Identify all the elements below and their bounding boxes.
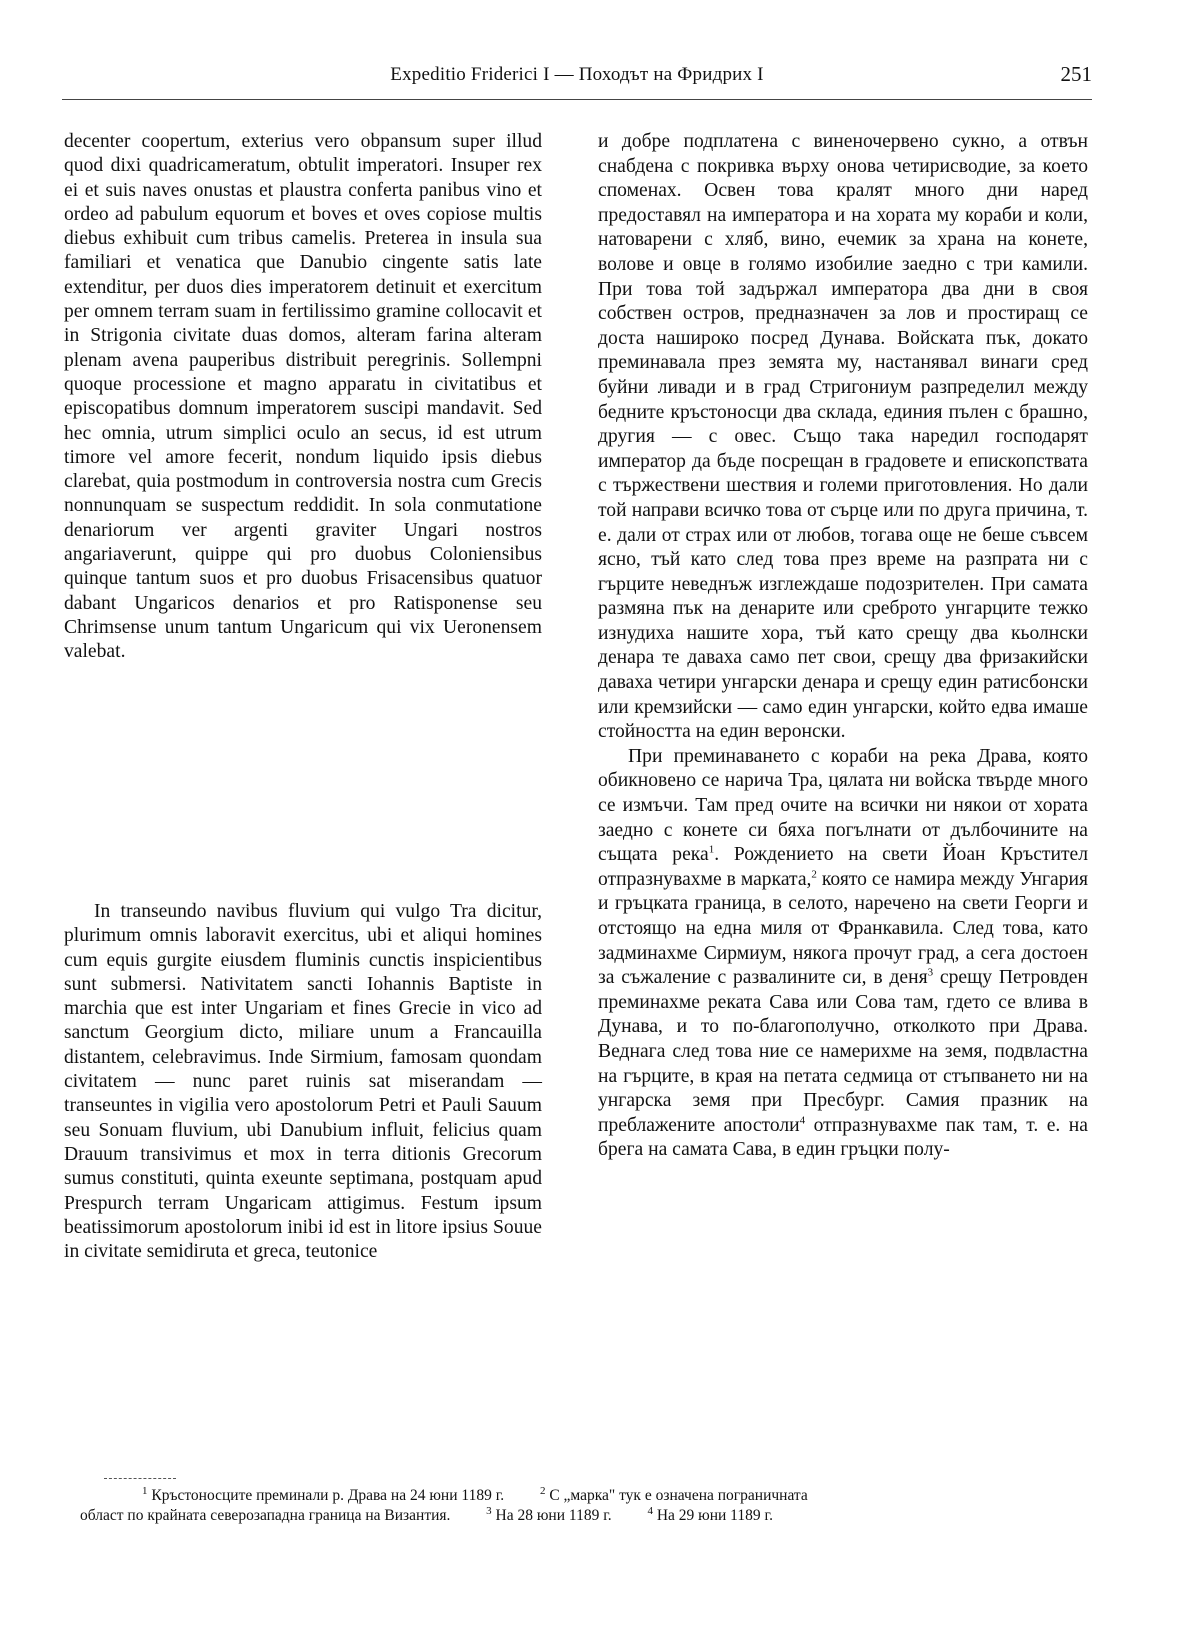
footnote-ref-3: 3 xyxy=(927,966,934,979)
footnote-2-continued: област по крайната северозападна граница на Византия. xyxy=(80,1507,451,1524)
page-number: 251 xyxy=(1060,62,1092,86)
bulgarian-column xyxy=(598,130,1088,1163)
footnote-2: С „марка" тук е означена пограничната xyxy=(549,1487,808,1504)
footnote-mark-2: 2 xyxy=(539,1484,546,1497)
latin-paragraph-1: decenter coopertum, exterius vero obpansum super illud quod dixi quadricameratum, obtulit imperatori. Insuper rex ei et suis naves onustas et plaustra conferta panibus vino et ordeo ad pabulum equorum et boves et oves copiose multis diebus exhibuit cum tribus camelis. Preterea in insula sua familiari et venatica que Danubio cingente satis late extenditur, per duos dies imperatorem detinuit et exercitum per omnem terram suam in fertilissimo gramine collocavit et in Strigonia civitate duas domos, alteram farina alteram plenam avena pauperibus distribuit peregrinis. Sollempni quoque processione et magno apparatu in civitatibus et episcopatibus domnum imperatorem suscipi mandavit. Sed hec omnia, utrum simplici oculo an secus, id est utrum timore vel amore fecerit, nondum liquido ipsis diebus clarebat, quia postmodum in controversia nostra cum Grecis nonnunquam se suspectum reddidit. In sola conmutatione denariorum ver argenti graviter Ungari nostros angariaverunt, quippe qui pro duobus Coloniensibus quinque tantum suos et pro duobus Frisacensibus quatuor dabant Ungaricos denarios et pro Ratisponense seu Chrimsense unum tantum Ungaricum qui vix Ueronensem valebat. xyxy=(64,131,542,663)
footnote-line-2 xyxy=(80,1506,1090,1526)
bulgarian-paragraph-2 xyxy=(598,745,1088,1163)
latin-column-bottom xyxy=(64,900,542,1264)
footnote-ref-2: 2 xyxy=(811,868,817,881)
footnote-ref-4: 4 xyxy=(799,1114,806,1127)
footnotes xyxy=(80,1486,1090,1526)
header-rule xyxy=(62,99,1092,100)
bulgarian-paragraph-1: и добре подплатена с виненочервено сукно, а отвън снабдена с покривка върху онова четирисводие, за което споменах. Освен това кралят много дни наред предоставял на императора и на хората му кораби и коли, натоварени с хляб, вино, ечемик за храна на конете, волове и овце в голямо изобилие заедно с три камили. При това той задържал императора два дни в своя собствен остров, предназначен за лов и простиращ се доста нашироко посред Дунава. Войската пък, докато преминавала през земята му, настанявал винаги сред буйни ливади и в град Стригониум разпределил между бедните кръстоносци два склада, единия пълен с брашно, другия — с овес. Също така наредил господарят император да бъде посрещан в градовете и епископствата с тържествени шествия и големи приготовления. Но дали той направи всичко това от сърце или по друга причина, т. е. дали от страх или от любов, тогава още не беше съвсем ясно, тъй като след това през време на разпрата ни с гърците неведнъж изглеждаше подозрителен. При самата размяна пък на денарите или среброто унгарците тежко изнудиха нашите хора, тъй като срещу два кьолнски денара те даваха само пет свои, срещу два фризакийски даваха четири унгарски денара и срещу един ратисбонски или кремзийски — само един унгарски, който едва имаше стойността на един веронски. xyxy=(598,131,1088,743)
footnote-3: На 28 юни 1189 г. xyxy=(495,1507,612,1524)
footnote-line-1 xyxy=(80,1486,1090,1506)
footnote-mark-3: 3 xyxy=(486,1504,492,1517)
footnote-rule xyxy=(104,1478,176,1479)
running-header xyxy=(62,64,1092,98)
footnote-4: На 29 юни 1189 г. xyxy=(656,1507,773,1524)
text-run: . Рождението на свети Йоан Кръстител отпразнувахме в марката, xyxy=(598,844,1088,890)
footnote-mark-4: 4 xyxy=(647,1504,653,1517)
latin-column-top xyxy=(64,130,542,665)
text-run: отпразнувахме пак там, т. е. на брега на самата Сава, в един гръцки полу- xyxy=(598,1114,1088,1161)
footnote-mark-1: 1 xyxy=(142,1484,148,1497)
text-run: При преминаването с кораби на река Драва, която обикновено се нарича Тра, цялата ни войска твърде много се измъчи. Там пред очите на всички ни някои от хората заедно с конете си бяха погълнати от дълбочините на същата река xyxy=(598,745,1088,866)
text-run: която се намира между Унгария и гръцката граница, в селото, наречено на свети Георги и отстоящо на една миля от Франкавила. След това, като задминахме Сирмиум, някога прочут град, а сега достоен за съжаление с развалините си, в деня xyxy=(598,868,1088,989)
running-title: Expeditio Friderici I — Походът на Фридрих I xyxy=(390,64,764,85)
latin-paragraph-2: In transeundo navibus fluvium qui vulgo Tra dicitur, plurimum omnis laboravit exercitus, ubi et aliqui homines cum equis gurgite eiusdem fluminis cunctis inspicientibus sunt submersi. Nativitatem sancti Iohannis Baptiste in marchia que est inter Ungariam et fines Grecie in vico ad sanctum Georgium dicto, miliare unum a Francauilla distantem, celebravimus. Inde Sirmium, famosam quondam civitatem — nunc paret ruinis sat miserandam — transeuntes in vigilia vero apostolorum Petri et Pauli Sauum seu Sonuam fluvium, ubi Danubium influit, felicius quam Drauum transivimus et mox in terra ditionis Grecorum sumus constituti, quinta exeunte septimana, postquam apud Prespurch terram Ungaricam attigimus. Festum ipsum beatissimorum apostolorum inibi id est in litore ipsius Souue in civitate semidiruta et greca, teutonice xyxy=(64,901,542,1263)
footnote-1: Кръстоносците преминали р. Драва на 24 юни 1189 г. xyxy=(151,1487,505,1504)
text-run: срещу Петровден преминахме реката Сава или Сова там, гдето се влива в Дунава, и то по-благополучно, отколкото при Драва. Веднага след това ние се намерихме на земя, подвластна на гърците, в края на петата седмица от стъпването ни на унгарска земя при Пресбург. Самия празник на преблажените апостоли xyxy=(598,967,1088,1136)
footnote-ref-1: 1 xyxy=(708,843,715,856)
